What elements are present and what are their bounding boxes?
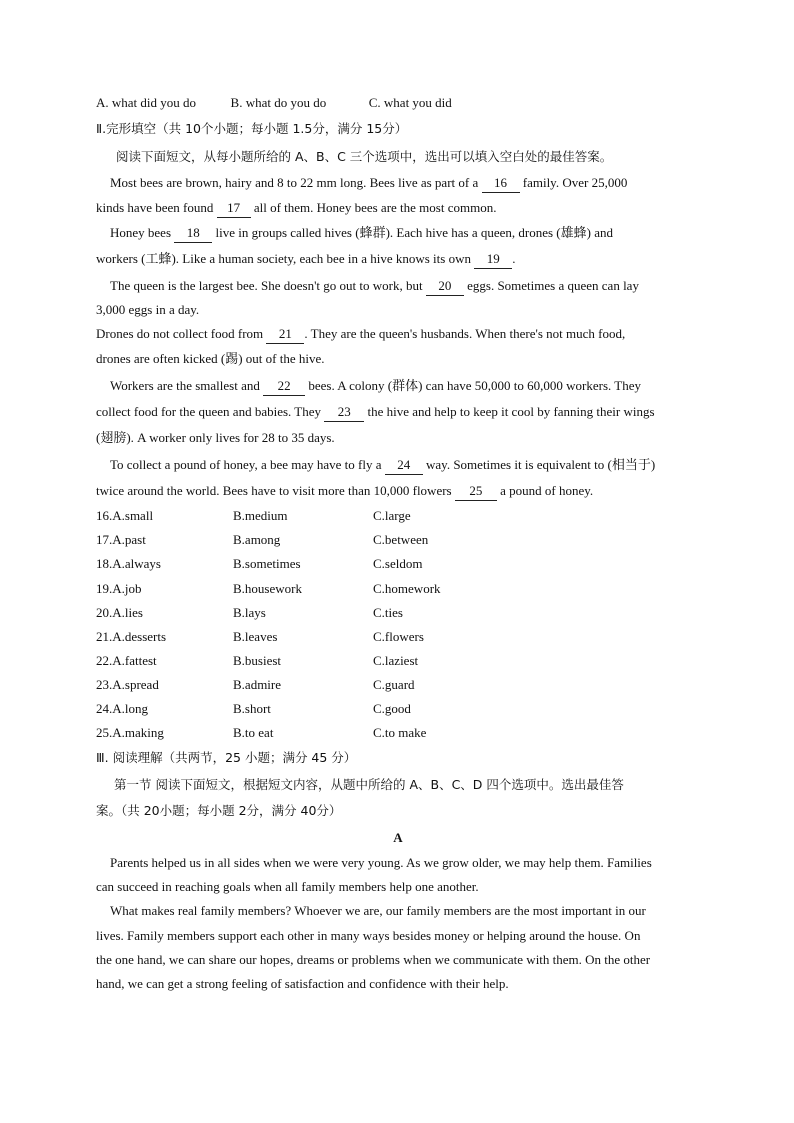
question-19-option-a: 19.A.job <box>96 581 142 596</box>
blank-22: 22 <box>263 377 305 396</box>
blank-20: 20 <box>426 277 464 296</box>
reading-line: What makes real family members? Whoever we are, our family members are the most important in our <box>110 903 646 918</box>
blank-23: 23 <box>324 403 364 422</box>
passage-line: The queen is the largest bee. She doesn't go out to work, but 20 eggs. Sometimes a queen can lay <box>110 277 639 296</box>
passage-line: twice around the world. Bees have to visit more than 10,000 flowers 25 a pound of honey. <box>96 482 593 501</box>
question-24-option-b: B.short <box>233 701 271 716</box>
reading-line: can succeed in reaching goals when all family members help one another. <box>96 879 479 894</box>
question-21-option-a: 21.A.desserts <box>96 629 167 644</box>
passage-line: Workers are the smallest and 22 bees. A colony (群体) can have 50,000 to 60,000 workers. They <box>110 377 641 396</box>
reading-line: Parents helped us in all sides when we were very young. As we grow older, we may help them. Families <box>110 855 652 870</box>
passage-line: kinds have been found 17 all of them. Honey bees are the most common. <box>96 199 496 218</box>
question-20-option-a: 20.A.lies <box>96 605 143 620</box>
question-21-option-c: C.flowers <box>373 629 424 644</box>
prev-option-b: B. what do you do <box>230 95 327 110</box>
question-24-option-c: C.good <box>373 701 411 716</box>
question-16-option-c: C.large <box>373 508 411 523</box>
reading-line: hand, we can get a strong feeling of satisfaction and confidence with their help. <box>96 976 509 991</box>
question-23-option-a: 23.A.spread <box>96 677 159 692</box>
reading-line: the one hand, we can share our hopes, dreams or problems when we communicate with them. On the other <box>96 952 651 967</box>
section-3-heading: Ⅲ. 阅读理解（共两节，25 小题；满分 45 分） <box>96 750 357 765</box>
blank-21: 21 <box>266 325 304 344</box>
question-22-option-b: B.busiest <box>233 653 282 668</box>
blank-17: 17 <box>217 199 251 218</box>
question-18-option-b: B.sometimes <box>233 556 301 571</box>
previous-question-options <box>96 94 452 112</box>
passage-label: A <box>393 830 403 845</box>
passage-line: To collect a pound of honey, a bee may have to fly a 24 way. Sometimes it is equivalent to (相当于) <box>110 456 655 475</box>
question-19-option-c: C.homework <box>373 581 441 596</box>
question-25-option-b: B.to eat <box>233 725 274 740</box>
blank-24: 24 <box>385 456 423 475</box>
passage-line: workers (工蜂). Like a human society, each bee in a hive knows its own 19 . <box>96 250 515 269</box>
question-17-option-b: B.among <box>233 532 281 547</box>
section-3-instruction-line-1: 第一节 阅读下面短文，根据短文内容，从题中所给的 A、B、C、D 四个选项中。选出最佳答 <box>114 777 624 792</box>
question-17-option-c: C.between <box>373 532 429 547</box>
question-21-option-b: B.leaves <box>233 629 278 644</box>
question-19-option-b: B.housework <box>233 581 302 596</box>
question-18-option-a: 18.A.always <box>96 556 161 571</box>
question-18-option-c: C.seldom <box>373 556 423 571</box>
question-22-option-c: C.laziest <box>373 653 419 668</box>
blank-16: 16 <box>482 174 520 193</box>
passage-line: (翅膀). A worker only lives for 28 to 35 days. <box>96 430 335 445</box>
passage-line: Honey bees 18 live in groups called hives (蜂群). Each hive has a queen, drones (雄蜂) and <box>110 224 613 243</box>
passage-line: Drones do not collect food from 21 . They are the queen's husbands. When there's not much food, <box>96 325 625 344</box>
prev-option-c: C. what you did <box>368 95 452 110</box>
question-25-option-a: 25.A.making <box>96 725 164 740</box>
question-22-option-a: 22.A.fattest <box>96 653 157 668</box>
blank-18: 18 <box>174 224 212 243</box>
section-3-instruction-line-2: 案。（共 20小题；每小题 2分，满分 40分） <box>96 803 342 818</box>
section-2-instruction: 阅读下面短文，从每小题所给的 A、B、C 三个选项中，选出可以填入空白处的最佳答案。 <box>116 149 613 164</box>
question-16-option-b: B.medium <box>233 508 288 523</box>
blank-25: 25 <box>455 482 497 501</box>
question-23-option-b: B.admire <box>233 677 282 692</box>
question-17-option-a: 17.A.past <box>96 532 146 547</box>
section-2-heading: Ⅱ.完形填空（共 10个小题；每小题 1.5分，满分 15分） <box>96 121 408 136</box>
passage-line: drones are often kicked (踢) out of the hive. <box>96 351 325 366</box>
passage-line: Most bees are brown, hairy and 8 to 22 mm long. Bees live as part of a 16 family. Over 25,000 <box>110 174 627 193</box>
blank-19: 19 <box>474 250 512 269</box>
question-25-option-c: C.to make <box>373 725 427 740</box>
question-20-option-b: B.lays <box>233 605 266 620</box>
passage-line: collect food for the queen and babies. They 23 the hive and help to keep it cool by fanning their wings <box>96 403 655 422</box>
prev-option-a: A. what did you do <box>96 95 197 110</box>
question-24-option-a: 24.A.long <box>96 701 148 716</box>
question-23-option-c: C.guard <box>373 677 415 692</box>
reading-line: lives. Family members support each other in many ways besides money or helping around the house. On <box>96 928 641 943</box>
passage-line: 3,000 eggs in a day. <box>96 302 200 317</box>
question-16-option-a: 16.A.small <box>96 508 154 523</box>
question-20-option-c: C.ties <box>373 605 403 620</box>
